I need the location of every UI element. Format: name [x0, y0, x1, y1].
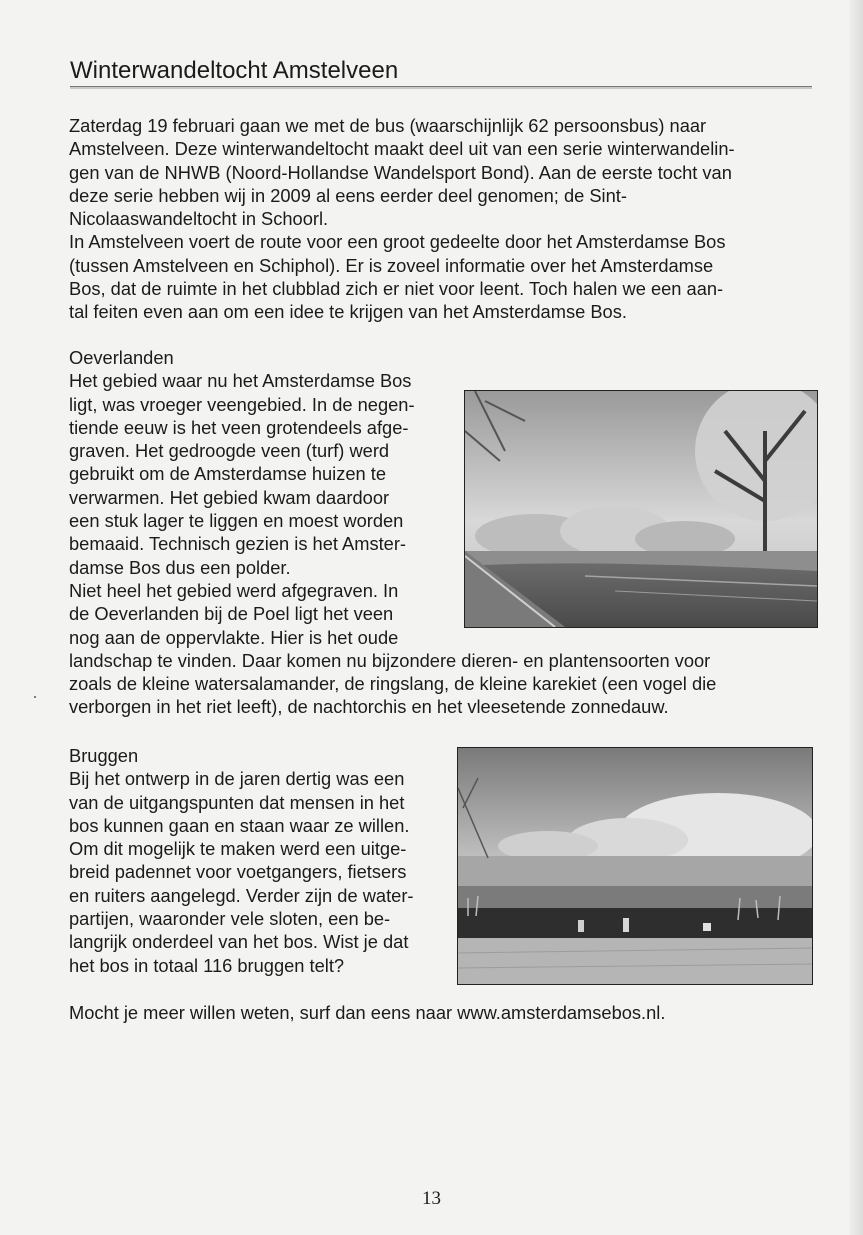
intro-line: Bos, dat de ruimte in het clubblad zich er niet voor leent. Toch halen we een aan-: [69, 278, 724, 300]
body-line: van de uitgangspunten dat mensen in het: [69, 791, 405, 813]
intro-line: Nicolaaswandeltocht in Schoorl.: [69, 208, 329, 230]
intro-line: tal feiten even aan om een idee te krijgen van het Amsterdamse Bos.: [69, 301, 627, 323]
intro-line: (tussen Amstelveen en Schiphol). Er is zoveel informatie over het Amsterdamse: [69, 254, 714, 276]
body-line: landschap te vinden. Daar komen nu bijzondere dieren- en plantensoorten voor: [69, 649, 711, 671]
body-line: langrijk onderdeel van het bos. Wist je dat: [69, 931, 409, 953]
body-line: een stuk lager te liggen en moest worden: [69, 510, 404, 532]
intro-line: Zaterdag 19 februari gaan we met de bus (waarschijnlijk 62 persoonsbus) naar: [69, 115, 707, 136]
body-line: nog aan de oppervlakte. Hier is het oude: [69, 626, 399, 648]
photo-frozen-canal: [464, 390, 818, 628]
intro-line: Amstelveen. Deze winterwandeltocht maakt deel uit van een serie winterwandelin-: [69, 138, 735, 160]
body-line: Niet heel het gebied werd afgegraven. In: [69, 579, 399, 601]
page-edge: [849, 0, 863, 1235]
body-line: bemaaid. Technisch gezien is het Amster-: [69, 533, 407, 555]
body-line: de Oeverlanden bij de Poel ligt het veen: [69, 603, 394, 625]
body-line: bos kunnen gaan en staan waar ze willen.: [69, 814, 410, 836]
body-line: damse Bos dus een polder.: [69, 556, 291, 578]
body-line: zoals de kleine watersalamander, de ringslang, de kleine karekiet (een vogel die: [69, 673, 717, 695]
page-number: 13: [422, 1188, 441, 1209]
body-line: het bos in totaal 116 bruggen telt?: [69, 954, 345, 976]
intro-line: deze serie hebben wij in 2009 al eens eerder deel genomen; de Sint-: [69, 184, 627, 206]
body-line: graven. Het gedroogde veen (turf) werd: [69, 440, 390, 462]
photo-frosted-woods: [457, 747, 813, 985]
body-line: tiende eeuw is het veen grotendeels afge-: [69, 416, 409, 438]
body-line: en ruiters aangelegd. Verder zijn de water-: [69, 884, 414, 906]
body-line: ligt, was vroeger veengebied. In de negen-: [69, 393, 415, 415]
body-line: verwarmen. Het gebied kwam daardoor: [69, 486, 390, 508]
article-title: Winterwandeltocht Amstelveen: [70, 57, 399, 84]
intro-line: In Amstelveen voert de route voor een groot gedeelte door het Amsterdamse Bos: [69, 231, 726, 253]
scan-speck: [34, 696, 36, 698]
section-bruggen: [69, 744, 414, 977]
body-line: verborgen in het riet leeft), de nachtorchis en het vleesetende zonnedauw.: [69, 696, 669, 718]
section-heading: Oeverlanden: [69, 347, 174, 368]
intro-line: gen van de NHWB (Noord-Hollandse Wandelsport Bond). Aan de eerste tocht van: [69, 161, 732, 183]
body-line: breid padennet voor voetgangers, fietsers: [69, 861, 407, 883]
body-line: Om dit mogelijk te maken werd een uitge-: [69, 838, 407, 860]
body-line: gebruikt om de Amsterdamse huizen te: [69, 463, 387, 485]
body-line: Het gebied waar nu het Amsterdamse Bos: [69, 370, 412, 392]
intro-paragraph: [69, 114, 735, 324]
title-underline: [70, 86, 812, 89]
body-line: Bij het ontwerp in de jaren dertig was een: [69, 768, 405, 790]
section-heading: Bruggen: [69, 745, 139, 766]
closing-paragraph: Mocht je meer willen weten, surf dan eens naar www.amsterdamsebos.nl.: [69, 1002, 666, 1023]
body-line: partijen, waaronder vele sloten, een be-: [69, 908, 391, 930]
